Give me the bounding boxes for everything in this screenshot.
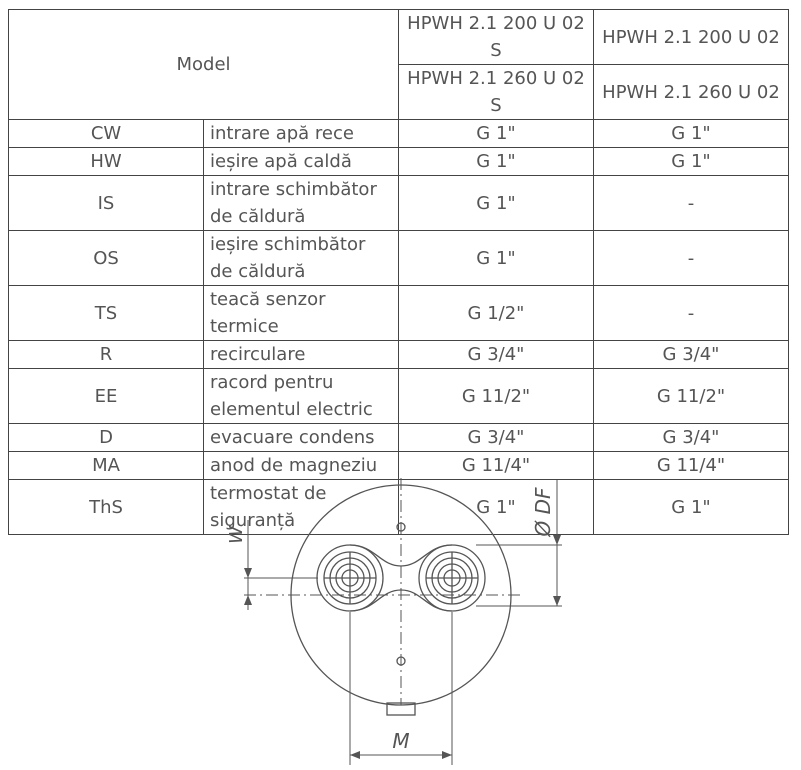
- row-value-col2: G 3/4": [594, 424, 789, 452]
- dimension-label-df: Ø DF: [531, 487, 555, 537]
- row-description: termostat de siguranță: [204, 480, 399, 535]
- row-value-col2: G 1": [594, 148, 789, 176]
- row-value-col1: G 11/2": [399, 369, 594, 424]
- row-code: TS: [9, 286, 204, 341]
- row-description: recirculare: [204, 341, 399, 369]
- row-value-col1: G 1/2": [399, 286, 594, 341]
- model-col2-line1: HPWH 2.1 200 U 02: [594, 10, 789, 65]
- row-code: ThS: [9, 480, 204, 535]
- row-code: CW: [9, 120, 204, 148]
- model-col1-line1: HPWH 2.1 200 U 02 S: [399, 10, 594, 65]
- row-code: MA: [9, 452, 204, 480]
- row-value-col1: G 1": [399, 176, 594, 231]
- row-description: intrare apă rece: [204, 120, 399, 148]
- row-value-col2: G 3/4": [594, 341, 789, 369]
- row-code: OS: [9, 231, 204, 286]
- row-value-col1: G 1": [399, 120, 594, 148]
- dimension-label-w: W: [226, 526, 247, 544]
- row-description: ieșire schimbător de căldură: [204, 231, 399, 286]
- row-description: racord pentru elementul electric: [204, 369, 399, 424]
- row-value-col1: G 11/4": [399, 452, 594, 480]
- model-label: Model: [9, 10, 399, 120]
- model-col1-line2: HPWH 2.1 260 U 02 S: [399, 65, 594, 120]
- row-description: evacuare condens: [204, 424, 399, 452]
- row-description: intrare schimbător de căldură: [204, 176, 399, 231]
- row-code: EE: [9, 369, 204, 424]
- row-description: teacă senzor termice: [204, 286, 399, 341]
- row-code: D: [9, 424, 204, 452]
- row-value-col2: G 1": [594, 120, 789, 148]
- row-value-col1: G 1": [399, 480, 594, 535]
- row-value-col2: G 1": [594, 480, 789, 535]
- row-code: HW: [9, 148, 204, 176]
- row-value-col1: G 1": [399, 148, 594, 176]
- row-description: ieșire apă caldă: [204, 148, 399, 176]
- row-code: R: [9, 341, 204, 369]
- model-col2-line2: HPWH 2.1 260 U 02: [594, 65, 789, 120]
- row-code: IS: [9, 176, 204, 231]
- row-value-col2: -: [594, 176, 789, 231]
- row-value-col2: -: [594, 231, 789, 286]
- row-value-col1: G 1": [399, 231, 594, 286]
- row-value-col1: G 3/4": [399, 424, 594, 452]
- row-value-col2: G 11/2": [594, 369, 789, 424]
- dimension-label-m: M: [392, 729, 410, 753]
- row-value-col2: G 11/4": [594, 452, 789, 480]
- row-value-col1: G 3/4": [399, 341, 594, 369]
- row-description: anod de magneziu: [204, 452, 399, 480]
- row-value-col2: -: [594, 286, 789, 341]
